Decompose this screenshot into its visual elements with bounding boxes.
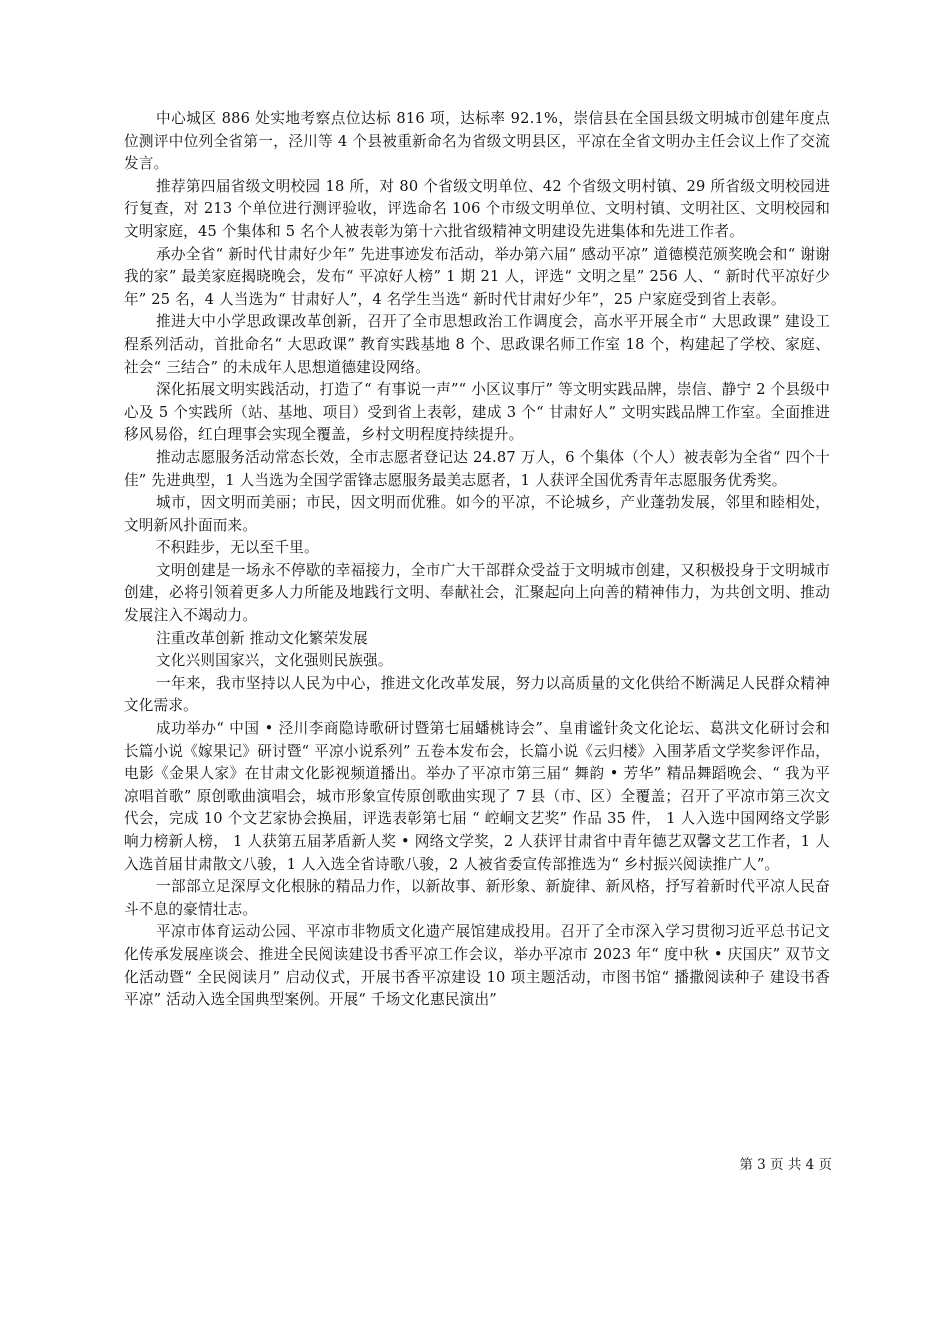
paragraph: 承办全省“ 新时代甘肃好少年” 先进事迹发布活动，举办第六届“ 感动平凉” 道德模范颁奖晚会和“ 谢谢我的家” 最美家庭揭晓晚会，发布“ 平凉好人榜” 1 期 21 人，评选“ 文明之星” 256 人、“ 新时代平凉好少年” 25 名，4 人当选为“ 甘肃好人”，4 名学生当选“ 新时代甘肃好少年”，25 户家庭受到省上表彰。	[124, 245, 830, 308]
paragraph: 文明创建是一场永不停歇的幸福接力，全市广大干部群众受益于文明城市创建，又积极投身于文明城市创建，必将引领着更多人力所能及地践行文明、奉献社会，汇聚起向上向善的精神伟力，为共创文明、推动发展注入不竭动力。	[124, 561, 830, 625]
paragraph: 文化兴则国家兴，文化强则民族强。	[156, 652, 393, 670]
paragraph: 成功举办“ 中国 • 泾川李商隐诗歌研讨暨第七届蟠桃诗会”、皇甫谧针灸文化论坛、葛洪文化研讨会和长篇小说《嫁果记》研讨暨“ 平凉小说系列” 五卷本发布会，长篇小说《云归楼》入围茅盾文学奖参评作品，电影《金果人家》在甘肃文化影视频道播出。举办了平凉市第三届“ 舞韵 • 芳华” 精品舞蹈晚会、“ 我为平凉唱首歌” 原创歌曲演唱会，城市形象宣传原创歌曲实现了 7 县（市、区）全覆盖；召开了平凉市第三次文代会，完成 10 个文艺家协会换届，评选表彰第七届 “ 崆峒文艺奖” 作品 35 件， 1 人入选中国网络文学影响力榜新人榜， 1 人获第五届茅盾新人奖 • 网络文学奖，2 人获评甘肃省中青年德艺双馨文艺工作者，1 人入选首届甘肃散文八骏，1 人入选全省诗歌八骏，2 人被省委宣传部推选为“ 乡村振兴阅读推广人”。	[124, 720, 830, 873]
paragraph: 一部部立足深厚文化根脉的精品力作，以新故事、新形象、新旋律、新风格，抒写着新时代平凉人民奋斗不息的豪情壮志。	[124, 878, 830, 918]
paragraph: 深化拓展文明实践活动，打造了“ 有事说一声”“ 小区议事厅” 等文明实践品牌，崇信、静宁 2 个县级中心及 5 个实践所（站、基地、项目）受到省上表彰，建成 3 个“ 甘肃好人” 文明实践品牌工作室。全面推进移风易俗，红白理事会实现全覆盖，乡村文明程度持续提升。	[124, 381, 830, 444]
paragraph: 中心城区 886 处实地考察点位达标 816 项，达标率 92.1%，崇信县在全国县级文明城市创建年度点位测评中位列全省第一，泾川等 4 个县被重新命名为省级文明县区，平凉在全省文明办主任会议上作了交流发言。	[124, 110, 830, 173]
paragraph: 推荐第四届省级文明校园 18 所，对 80 个省级文明单位、42 个省级文明村镇、29 所省级文明校园进行复查，对 213 个单位进行测评验收，评选命名 106 个市级文明单位、文明村镇、文明社区、文明校园和文明家庭，45 个集体和 5 名个人被表彰为第十六批省级精神文明建设先进集体和先进工作者。	[124, 177, 830, 240]
paragraph: 城市，因文明而美丽；市民，因文明而优雅。如今的平凉，不论城乡，产业蓬勃发展，邻里和睦相处，文明新风扑面而来。	[124, 494, 830, 534]
page-number-footer: 第 3 页 共 4 页	[739, 1157, 832, 1173]
paragraph: 推进大中小学思政课改革创新，召开了全市思想政治工作调度会，高水平开展全市“ 大思政课” 建设工程系列活动，首批命名“ 大思政课” 教育实践基地 8 个、思政课名师工作室 18 个，构建起了学校、家庭、社会“ 三结合” 的未成年人思想道德建设网络。	[124, 313, 830, 376]
paragraph: 推动志愿服务活动常态长效，全市志愿者登记达 24.87 万人，6 个集体（个人）被表彰为全省“ 四个十佳” 先进典型，1 人当选为全国学雷锋志愿服务最美志愿者，1 人获评全国优秀青年志愿服务优秀奖。	[124, 448, 830, 489]
document-body	[124, 108, 830, 1012]
section-heading: 注重改革创新 推动文化繁荣发展	[156, 629, 368, 647]
paragraph: 一年来，我市坚持以人民为中心，推进文化改革发展，努力以高质量的文化供给不断满足人民群众精神文化需求。	[124, 674, 830, 715]
paragraph: 平凉市体育运动公园、平凉市非物质文化遗产展馆建成投用。召开了全市深入学习贯彻习近平总书记文化传承发展座谈会、推进全民阅读建设书香平凉工作会议，举办平凉市 2023 年“ 度中秋 • 庆国庆” 双节文化活动暨“ 全民阅读月” 启动仪式，开展书香平凉建设 10 项主题活动，市图书馆“ 播撒阅读种子 建设书香平凉” 活动入选全国典型案例。开展“ 千场文化惠民演出”	[124, 923, 830, 1009]
paragraph: 不积跬步，无以至千里。	[156, 539, 319, 557]
